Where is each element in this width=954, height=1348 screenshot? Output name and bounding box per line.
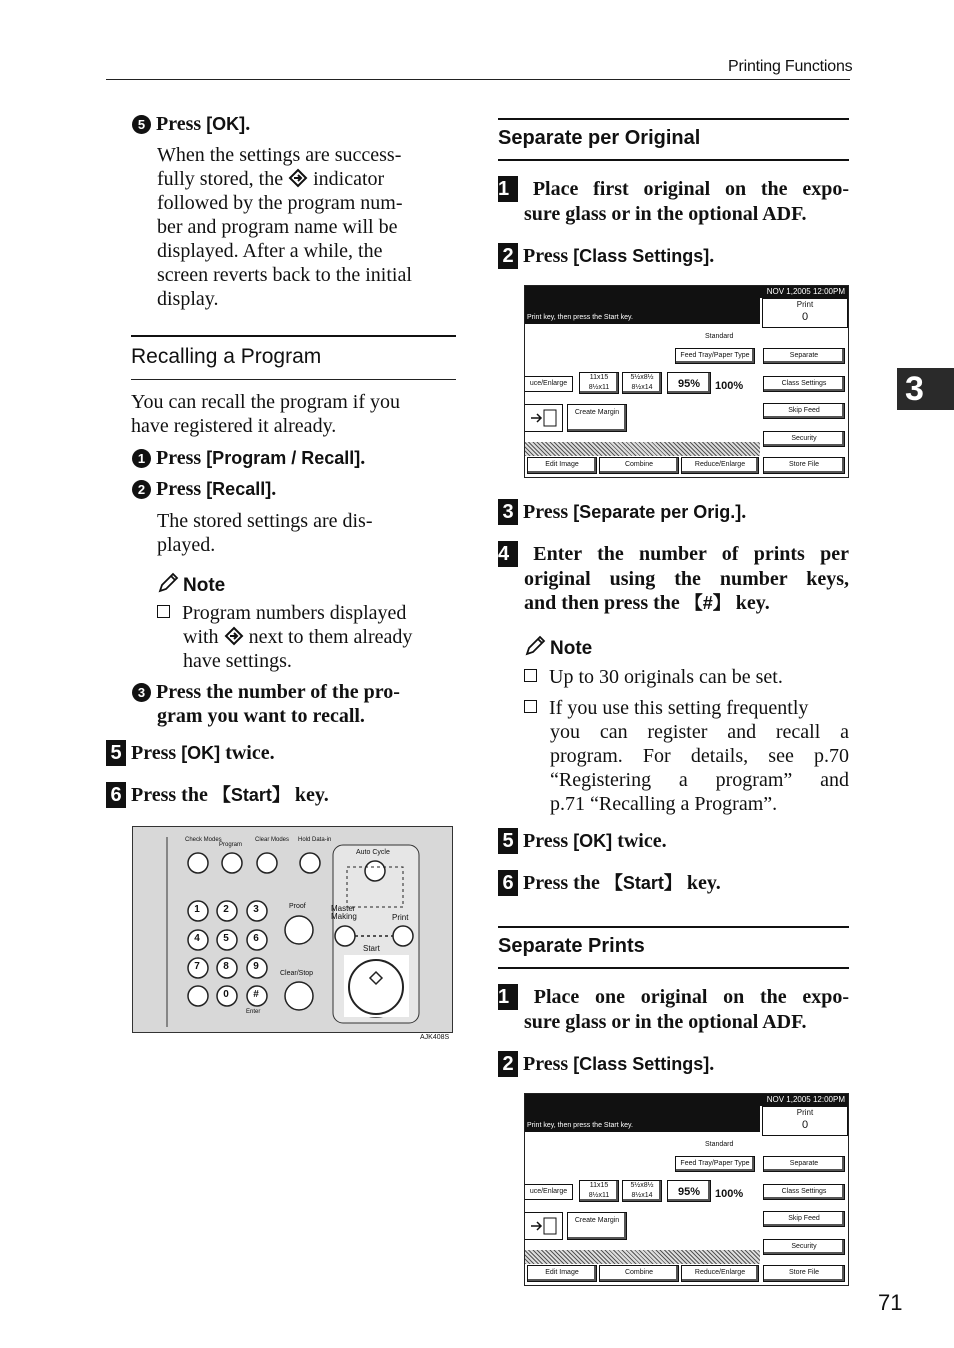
lcd-security-button: Security	[763, 431, 845, 447]
proof-label: Proof	[289, 903, 306, 910]
keypad-key-label: 6	[253, 933, 259, 944]
hold-label: Hold Data-in	[298, 837, 332, 843]
separate-per-original-heading: Separate per Original	[498, 127, 701, 149]
lcd-create-margin-button: Create Margin	[567, 404, 627, 432]
step-number: 5	[106, 740, 126, 766]
lcd-screen-illustration	[524, 1093, 849, 1286]
sep-orig-step-4: 4 Enter the number of prints per original using the number keys, and then press the 【#】 key.	[498, 543, 849, 614]
lcd-class-settings-button: Class Settings	[763, 376, 845, 392]
separate-prints-heading: Separate Prints	[498, 935, 645, 957]
lcd-separate-button: Separate	[763, 1156, 845, 1172]
recalling-heading: Recalling a Program	[131, 345, 322, 368]
step-number: 6	[106, 782, 126, 808]
program-indicator-icon	[288, 168, 308, 188]
chapter-tab: 3	[897, 368, 954, 410]
lcd-100-label: 100%	[715, 380, 744, 392]
lcd-icon-button	[525, 1212, 563, 1240]
arrow-icon	[527, 1213, 561, 1239]
lcd-message: Print key, then press the Start key.	[525, 1106, 760, 1132]
step-number: 2	[498, 243, 518, 269]
lcd-edit-image-button: Edit Image	[527, 457, 597, 474]
keypad-key-label: 5	[223, 933, 229, 944]
sep-prints-step-1: 1 Place one original on the expo- sure glass or in the optional ADF.	[498, 986, 850, 1033]
clear-stop-label: Clear/Stop	[280, 970, 314, 977]
lcd-95-button: 95%	[667, 1180, 711, 1202]
lcd-date: NOV 1,2005 12:00PM	[525, 286, 848, 298]
sep-orig-step-3: 3 Press [Separate per Orig.].	[498, 499, 746, 525]
program-label: Program	[219, 842, 243, 848]
keypad-key-label: 1	[194, 904, 200, 915]
lcd-reduce-enlarge-button: Reduce/Enlarge	[681, 1265, 759, 1282]
step-number: 5	[498, 828, 518, 854]
sep-prints-step-2: 2 Press [Class Settings].	[498, 1051, 714, 1077]
illustration-caption: AJK408S	[420, 1034, 450, 1041]
recall-intro: You can recall the program if you have registered it already.	[131, 391, 401, 437]
lcd-screen-illustration	[524, 285, 849, 478]
pencil-icon	[157, 572, 179, 594]
lcd-print-counter: Print 0	[762, 298, 848, 328]
step-number: 3	[132, 683, 151, 702]
lcd-reduce-enlarge-left: uce/Enlarge	[525, 1184, 573, 1200]
checkbox-icon	[524, 669, 537, 682]
lcd-reduce-enlarge-left: uce/Enlarge	[525, 376, 573, 392]
lcd-print-counter: Print 0	[762, 1106, 848, 1136]
note-heading: Note	[524, 635, 592, 660]
lcd-feed-tray-button: Feed Tray/Paper Type	[675, 1156, 755, 1172]
lcd-store-file-button: Store File	[763, 457, 845, 474]
step-5-body: When the settings are success- fully stored, the indicator followed by the program num- ber and program name will be displayed. After a while, the screen reverts back to the initial display.	[157, 144, 412, 310]
sep-orig-step-2: 2 Press [Class Settings].	[498, 243, 714, 269]
lcd-create-margin-button: Create Margin	[567, 1212, 627, 1240]
lcd-message: Print key, then press the Start key.	[525, 298, 760, 324]
sep-orig-step-6: 6 Press the 【Start】 key.	[498, 870, 721, 896]
lcd-reduce-enlarge-button: Reduce/Enlarge	[681, 457, 759, 474]
recall-step-1: 1 Press [Program / Recall].	[132, 446, 365, 470]
checkbox-icon	[157, 605, 170, 618]
lcd-hatch	[525, 442, 760, 456]
lcd-hatch	[525, 1250, 760, 1264]
step-number: 2	[498, 1051, 518, 1077]
section-rule	[498, 926, 849, 928]
step-number: 4	[498, 541, 518, 567]
lcd-skip-feed-button: Skip Feed	[763, 403, 845, 419]
section-rule	[131, 335, 456, 337]
arrow-icon	[527, 405, 561, 431]
control-panel-drawing	[133, 827, 454, 1034]
lcd-size-1: 11x15 8½x11	[579, 372, 619, 394]
lcd-feed-tray-button: Feed Tray/Paper Type	[675, 348, 755, 364]
running-head: Printing Functions	[728, 58, 853, 75]
keypad-key-label: 9	[253, 961, 259, 972]
program-recall-key: [Program / Recall]	[206, 448, 361, 468]
step-number: 6	[498, 870, 518, 896]
sep-orig-step-1: 1 Place first original on the expo- sure glass or in the optional ADF.	[498, 178, 850, 225]
lcd-size-2: 5½x8½ 8½x14	[622, 1180, 662, 1202]
lcd-size-2: 5½x8½ 8½x14	[622, 372, 662, 394]
lcd-separate-button: Separate	[763, 348, 845, 364]
lcd-standard: Standard	[705, 1141, 734, 1148]
keypad-key-label: #	[253, 989, 259, 1000]
lcd-store-file-button: Store File	[763, 1265, 845, 1282]
recall-step-2: 2 Press [Recall].	[132, 477, 276, 501]
keypad-key-label: 3	[253, 904, 259, 915]
header-rule	[106, 79, 850, 80]
lcd-security-button: Security	[763, 1239, 845, 1255]
lcd-95-button: 95%	[667, 372, 711, 394]
note-heading: Note	[157, 572, 225, 597]
lcd-date: NOV 1,2005 12:00PM	[525, 1094, 848, 1106]
step-number: 1	[498, 984, 518, 1010]
master-making-label: Master Making	[331, 904, 357, 921]
pencil-icon	[524, 635, 546, 657]
section-rule	[131, 379, 456, 380]
enter-label: Enter	[246, 1009, 261, 1015]
sep-orig-step-5: 5 Press [OK] twice.	[498, 828, 667, 854]
checkbox-icon	[524, 700, 537, 713]
auto-cycle-label: Auto Cycle	[356, 849, 390, 856]
check-modes-label: Check Modes	[185, 837, 222, 843]
keypad-key-label: 0	[223, 989, 229, 1000]
lcd-icon-button	[525, 404, 563, 432]
recall-key: [Recall]	[206, 479, 272, 499]
step-number: 1	[498, 176, 518, 202]
keypad-key-label: 2	[223, 904, 229, 915]
section-rule	[498, 967, 849, 969]
note-item: If you use this setting frequently you can register and recall a program. For details, see p.70 “Registering a program” and p.71 “Recalling a Program”.	[524, 696, 849, 816]
step-number: 1	[132, 449, 151, 468]
recall-step-3: 3 Press the number of the pro- gram you want to recall.	[132, 680, 456, 728]
lcd-edit-image-button: Edit Image	[527, 1265, 597, 1282]
recall-step-2-body: The stored settings are dis- played.	[157, 510, 373, 556]
start-label: Start	[363, 944, 380, 953]
step-number: 3	[498, 499, 518, 525]
lcd-class-settings-button: Class Settings	[763, 1184, 845, 1200]
section-rule	[498, 159, 849, 161]
step-number: 2	[132, 480, 151, 499]
step-number: 5	[132, 115, 151, 134]
keypad-key-label: 4	[194, 933, 200, 944]
step-5-ok-twice: 5 Press [OK] twice.	[106, 740, 275, 766]
section-rule	[498, 118, 849, 120]
step-6-start: 6 Press the 【Start】 key.	[106, 782, 329, 808]
ok-key: [OK]	[206, 114, 246, 134]
print-label: Print	[392, 913, 409, 922]
lcd-combine-button: Combine	[599, 1265, 679, 1282]
control-panel-illustration	[132, 826, 453, 1033]
page-number: 71	[878, 1290, 903, 1315]
clear-modes-label: Clear Modes	[255, 837, 290, 843]
step-5-press-ok: 5 Press [OK].	[132, 112, 250, 136]
lcd-skip-feed-button: Skip Feed	[763, 1211, 845, 1227]
keypad-key-label: 8	[223, 961, 229, 972]
keypad-key-label: 7	[194, 961, 200, 972]
lcd-standard: Standard	[705, 333, 734, 340]
lcd-size-1: 11x15 8½x11	[579, 1180, 619, 1202]
lcd-100-label: 100%	[715, 1188, 744, 1200]
note-item: Program numbers displayed with next to them already have settings.	[157, 601, 456, 673]
lcd-combine-button: Combine	[599, 457, 679, 474]
program-indicator-icon	[224, 626, 244, 646]
note-item: Up to 30 originals can be set.	[524, 665, 849, 689]
